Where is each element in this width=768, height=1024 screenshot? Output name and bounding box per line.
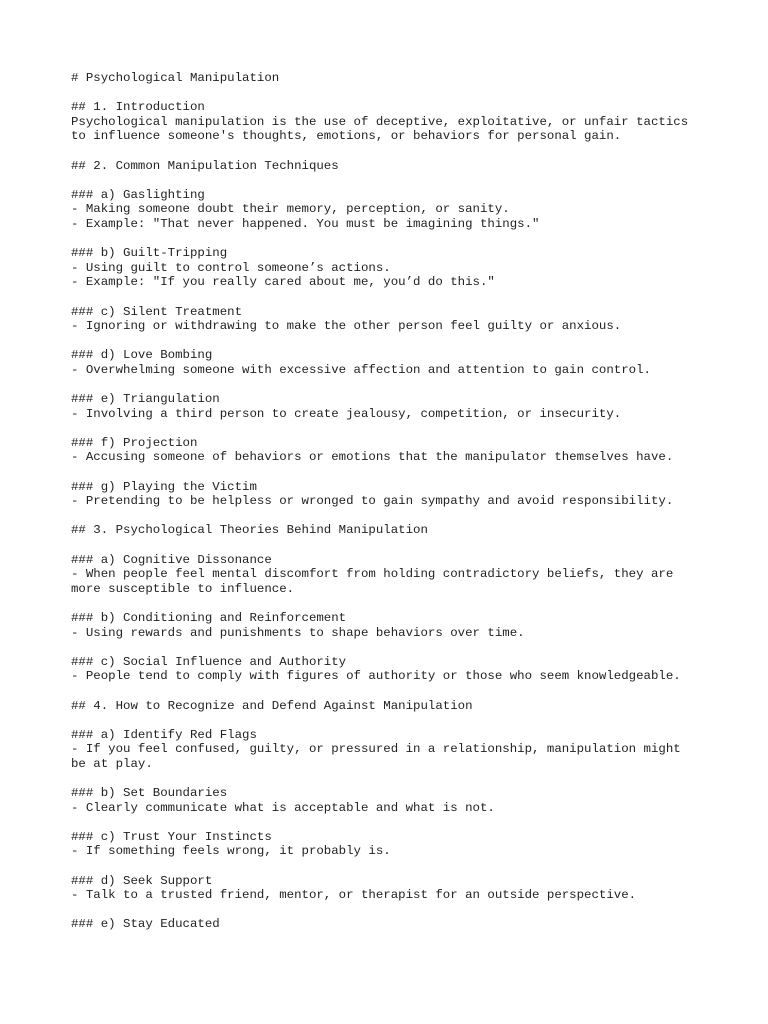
bullet-line: more susceptible to influence. xyxy=(71,581,295,596)
section-heading: ## 3. Psychological Theories Behind Manipulation xyxy=(71,523,428,538)
bullet-line: - When people feel mental discomfort from holding contradictory beliefs, they are xyxy=(71,567,674,582)
document-page xyxy=(71,71,721,932)
blank-line xyxy=(71,903,721,918)
blank-line xyxy=(71,421,721,436)
subsection-heading: ### f) Projection xyxy=(71,435,198,450)
blank-line xyxy=(71,640,721,655)
subsection-heading: ### b) Set Boundaries xyxy=(71,786,228,801)
subsection-heading: ### a) Identify Red Flags xyxy=(71,727,257,742)
bullet-line: - If you feel confused, guilty, or pressured in a relationship, manipulation might xyxy=(71,742,681,757)
blank-line xyxy=(71,815,721,830)
document-title: # Psychological Manipulation xyxy=(71,71,280,85)
blank-line xyxy=(71,144,721,159)
blank-line xyxy=(71,509,721,524)
bullet-line: - Talk to a trusted friend, mentor, or therapist for an outside perspective. xyxy=(71,888,637,903)
paragraph-line: Psychological manipulation is the use of deceptive, exploitative, or unfair tactics xyxy=(71,114,689,129)
paragraph-line: to influence someone's thoughts, emotions, or behaviors for personal gain. xyxy=(71,129,622,144)
bullet-line: - Involving a third person to create jealousy, competition, or insecurity. xyxy=(71,406,622,421)
subsection-heading: ### c) Social Influence and Authority xyxy=(71,654,347,669)
blank-line xyxy=(71,290,721,305)
bullet-line: be at play. xyxy=(71,756,153,771)
subsection-heading: ### c) Trust Your Instincts xyxy=(71,829,272,844)
blank-line xyxy=(71,772,721,787)
subsection-heading: ### a) Gaslighting xyxy=(71,187,205,202)
blank-line xyxy=(71,232,721,247)
subsection-heading: ### d) Love Bombing xyxy=(71,348,213,363)
bullet-line: - Accusing someone of behaviors or emotions that the manipulator themselves have. xyxy=(71,450,674,465)
bullet-line: - Overwhelming someone with excessive affection and attention to gain control. xyxy=(71,362,651,377)
blank-line xyxy=(71,596,721,611)
subsection-heading: ### a) Cognitive Dissonance xyxy=(71,552,272,567)
blank-line xyxy=(71,465,721,480)
subsection-heading: ### b) Conditioning and Reinforcement xyxy=(71,610,347,625)
section-heading: ## 4. How to Recognize and Defend Against Manipulation xyxy=(71,698,473,713)
bullet-line: - People tend to comply with figures of authority or those who seem knowledgeable. xyxy=(71,669,681,684)
section-heading: ## 1. Introduction xyxy=(71,100,205,115)
bullet-line: - Pretending to be helpless or wronged to gain sympathy and avoid responsibility. xyxy=(71,494,674,509)
blank-line xyxy=(71,173,721,188)
blank-line xyxy=(71,684,721,699)
blank-line xyxy=(71,334,721,349)
subsection-heading: ### e) Triangulation xyxy=(71,392,220,407)
subsection-heading: ### b) Guilt-Tripping xyxy=(71,246,228,261)
bullet-line: - Example: "That never happened. You must be imagining things." xyxy=(71,216,540,231)
bullet-line: - Example: "If you really cared about me, you’d do this." xyxy=(71,275,495,290)
bullet-line: - If something feels wrong, it probably is. xyxy=(71,844,391,859)
bullet-line: - Using rewards and punishments to shape behaviors over time. xyxy=(71,625,525,640)
subsection-heading: ### c) Silent Treatment xyxy=(71,304,243,319)
subsection-heading: ### e) Stay Educated xyxy=(71,917,220,932)
blank-line xyxy=(71,859,721,874)
section-heading: ## 2. Common Manipulation Techniques xyxy=(71,158,339,173)
blank-line xyxy=(71,86,721,101)
blank-line xyxy=(71,713,721,728)
bullet-line: - Clearly communicate what is acceptable and what is not. xyxy=(71,800,495,815)
subsection-heading: ### g) Playing the Victim xyxy=(71,479,257,494)
bullet-line: - Using guilt to control someone’s actions. xyxy=(71,260,391,275)
bullet-line: - Ignoring or withdrawing to make the other person feel guilty or anxious. xyxy=(71,319,622,334)
subsection-heading: ### d) Seek Support xyxy=(71,873,213,888)
bullet-line: - Making someone doubt their memory, perception, or sanity. xyxy=(71,202,510,217)
blank-line xyxy=(71,377,721,392)
blank-line xyxy=(71,538,721,553)
